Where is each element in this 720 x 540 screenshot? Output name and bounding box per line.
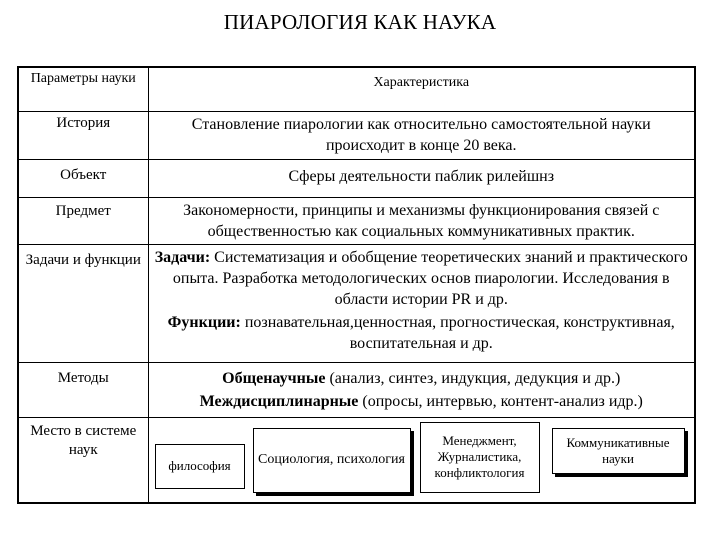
general-methods <box>153 368 691 389</box>
table-row <box>18 197 695 244</box>
header-params: Параметры науки <box>18 67 148 111</box>
header-characteristic: Характеристика <box>148 67 695 111</box>
general-methods-label: Общенаучные <box>222 369 326 387</box>
history-text: Становление пиарологии как относительно самостоятельной науки происходит в конце 20 века. <box>148 111 695 159</box>
object-text: Сферы деятельности паблик рилейшнз <box>148 159 695 197</box>
subject-text: Закономерности, принципы и механизмы функционирования связей с общественностью как социальных коммуникативных практик. <box>148 197 695 244</box>
science-parameters-table <box>17 66 696 504</box>
functions-text: познавательная,ценностная, прогностическая, конструктивная, воспитательная и др. <box>240 313 675 352</box>
tasks-text: Систематизация и обобщение теоретических знаний и практического опыта. Разработка методологических основ пиарологии. Исследования в области истории PR и др. <box>172 248 688 308</box>
table-row <box>18 417 695 503</box>
param-history: История <box>18 111 148 159</box>
interdisciplinary-methods-label: Междисциплинарные <box>199 392 359 410</box>
tasks-label: Задачи: <box>154 248 211 266</box>
management-journalism-box: Менеджмент, Журналистика, конфликтология <box>420 422 540 493</box>
table-row <box>18 159 695 197</box>
table-header-row <box>18 67 695 111</box>
table-row <box>18 244 695 362</box>
functions-label: Функции: <box>167 313 241 331</box>
param-object: Объект <box>18 159 148 197</box>
page-title: ПИАРОЛОГИЯ КАК НАУКА <box>223 10 497 34</box>
param-subject: Предмет <box>18 197 148 244</box>
table-row <box>18 111 695 159</box>
functions-paragraph <box>153 312 691 354</box>
methods-cell <box>148 362 695 417</box>
param-tasks-functions: Задачи и функции <box>18 244 148 362</box>
tasks-paragraph <box>153 247 691 310</box>
interdisciplinary-methods <box>153 391 691 412</box>
tasks-functions-cell <box>148 244 695 362</box>
place-in-sciences-cell <box>148 417 695 503</box>
param-methods: Методы <box>18 362 148 417</box>
table-row <box>18 362 695 417</box>
philosophy-box: философия <box>155 444 245 489</box>
sociology-psychology-box: Социология, психология <box>253 428 411 493</box>
general-methods-text: (анализ, синтез, индукция, дедукция и др.) <box>325 369 621 387</box>
param-place-in-sciences: Место в системе наук <box>18 417 148 503</box>
interdisciplinary-methods-text: (опросы, интервью, контент-анализ идр.) <box>358 392 643 410</box>
communication-sciences-box: Коммуникативные науки <box>552 428 685 474</box>
